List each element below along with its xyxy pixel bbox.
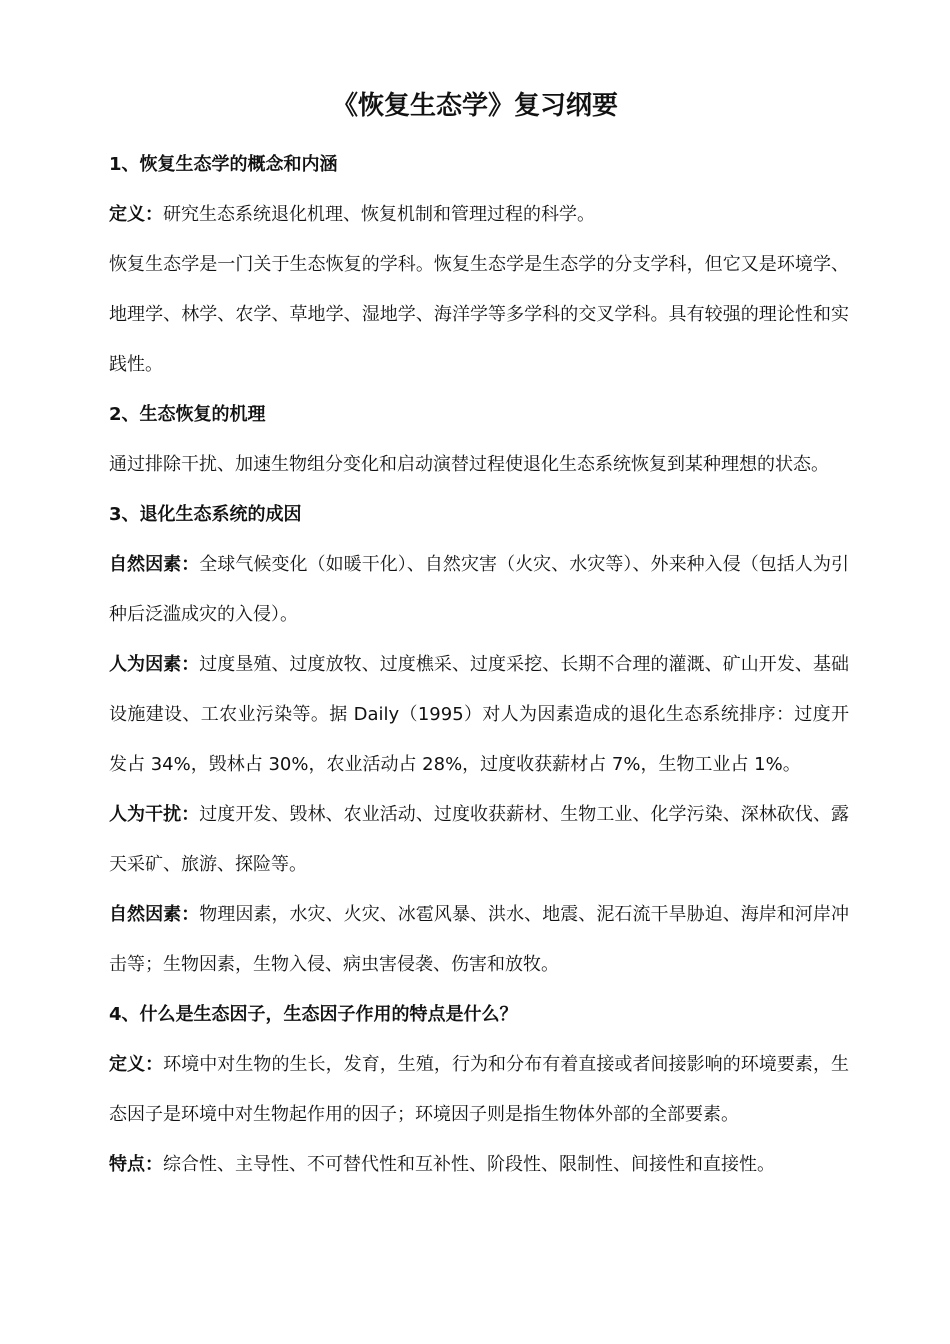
section-2-heading: 2、生态恢复的机理: [109, 404, 266, 425]
natural-factors-2-paragraph: [109, 890, 849, 990]
natural-factors-2-label: 自然因素：: [109, 904, 200, 925]
features-text: 综合性、主导性、不可替代性和互补性、阶段性、限制性、间接性和直接性。: [163, 1154, 775, 1175]
natural-factors-paragraph: [109, 540, 849, 640]
natural-factors-2-text: 物理因素，水灾、火灾、冰雹风暴、洪水、地震、泥石流干旱胁迫、海岸和河岸冲击等；生物因素，生物入侵、病虫害侵袭、伤害和放牧。: [109, 904, 849, 975]
definition-text: 环境中对生物的生长，发育，生殖，行为和分布有着直接或者间接影响的环境要素，生态因子是环境中对生物起作用的因子；环境因子则是指生物体外部的全部要素。: [109, 1054, 850, 1125]
definition-label: 定义：: [109, 1054, 164, 1075]
section-1-paragraph: 恢复生态学是一门关于生态恢复的学科。恢复生态学是生态学的分支学科，但它又是环境学、地理学、林学、农学、草地学、湿地学、海洋学等多学科的交叉学科。具有较强的理论性和实践性。: [109, 254, 849, 375]
human-factors-text: 过度垦殖、过度放牧、过度樵采、过度采挖、长期不合理的灌溉、矿山开发、基础设施建设、工农业污染等。据 Daily（1995）对人为因素造成的退化生态系统排序：过度开发占 34%，毁林占 30%，农业活动占 28%，过度收获薪材占 7%，生物工业占 1%。: [109, 654, 849, 775]
human-factors-label: 人为因素：: [109, 654, 200, 675]
section-1-definition: [109, 190, 849, 240]
definition-text: 研究生态系统退化机理、恢复机制和管理过程的科学。: [163, 204, 595, 225]
human-disturbance-label: 人为干扰：: [109, 804, 200, 825]
section-3-heading: 3、退化生态系统的成因: [109, 504, 302, 525]
section-2-paragraph: 通过排除干扰、加速生物组分变化和启动演替过程使退化生态系统恢复到某种理想的状态。: [109, 454, 829, 475]
human-disturbance-paragraph: [109, 790, 849, 890]
human-factors-paragraph: [109, 640, 849, 790]
section-1-heading: 1、恢复生态学的概念和内涵: [109, 154, 338, 175]
human-disturbance-text: 过度开发、毁林、农业活动、过度收获薪材、生物工业、化学污染、深林砍伐、露天采矿、旅游、探险等。: [109, 804, 849, 875]
natural-factors-text: 全球气候变化（如暖干化）、自然灾害（火灾、水灾等）、外来种入侵（包括人为引种后泛滥成灾的入侵）。: [109, 554, 850, 625]
section-4-features: [109, 1140, 849, 1190]
section-4-definition: [109, 1040, 849, 1140]
document-title: 《恢复生态学》复习纲要: [331, 91, 618, 121]
natural-factors-label: 自然因素：: [109, 554, 200, 575]
definition-label: 定义：: [109, 204, 163, 225]
section-4-heading: 4、什么是生态因子，生态因子作用的特点是什么？: [109, 1004, 518, 1025]
features-label: 特点：: [109, 1154, 163, 1175]
document-body: [109, 140, 849, 1190]
